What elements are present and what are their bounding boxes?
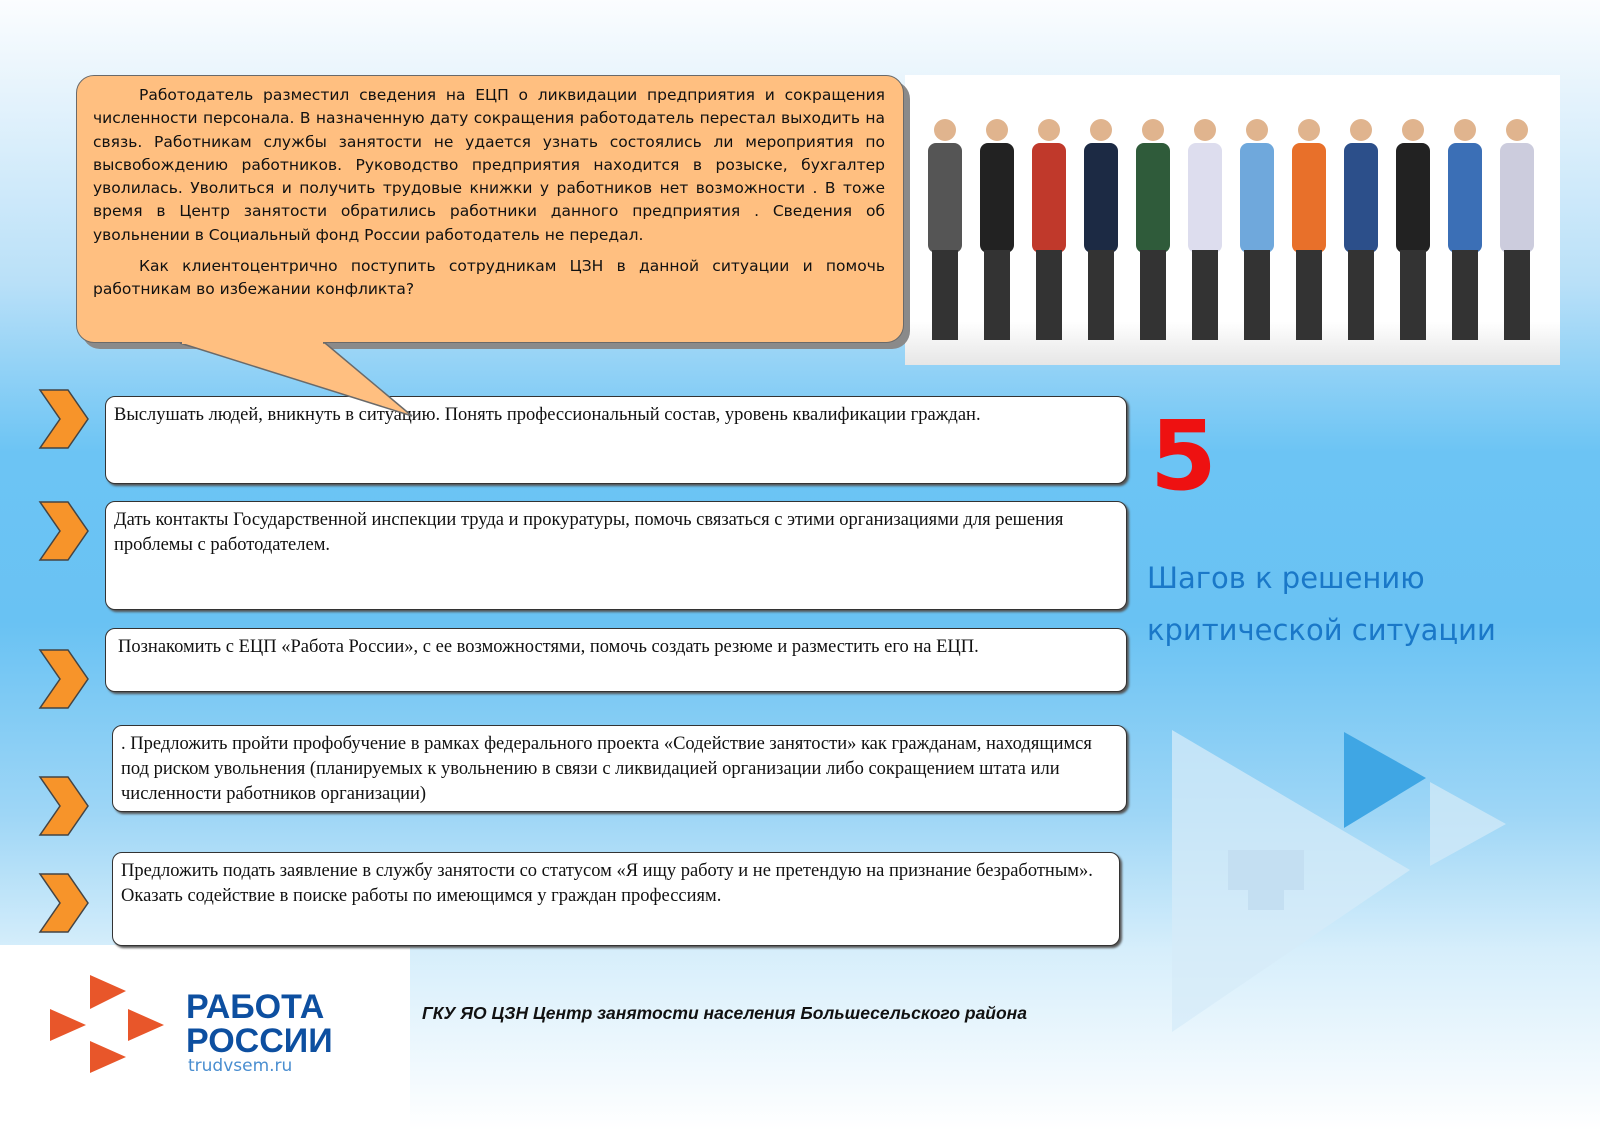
situation-text: Работодатель разместил сведения на ЕЦП о ликвидации предприятия и сокращения численности персонала. В назначенную дату сокращения работодатель перестал выходить на связь. Работникам службы занятости не удается узнать состоялись ли мероприятия по высвобождению работников. Руководство предприятия находится в розыске, бухгалтер уволилась. Уволиться и получить трудовые книжки у работников нет возможности . В тоже время в Центр занятости обратились работники данного предприятия . Сведения об увольнении в Социальный фонд России работодатель не передал.	[93, 86, 885, 244]
step-3-text: Познакомить с ЕЦП «Работа России», с ее возможностями, помочь создать резюме и разместить его на ЕЦП.	[118, 637, 979, 657]
step-1-text: Выслушать людей, вникнуть в ситуацию. Понять профессиональный состав, уровень квалификации граждан.	[114, 405, 981, 425]
logo-line-1: РАБОТА	[186, 988, 325, 1026]
chevron-icon	[38, 500, 90, 562]
steps-headline	[1147, 552, 1496, 656]
step-4	[112, 725, 1127, 812]
chevron-icon	[38, 648, 90, 710]
headline-line-2: критической ситуации	[1147, 613, 1496, 647]
logo-url: trudvsem.ru	[188, 1056, 293, 1076]
rabota-rossii-logo-mark	[48, 975, 168, 1075]
step-2-text: Дать контакты Государственной инспекции труда и прокуратуры, помочь связаться с этими организациями для решения проблемы с работодателем.	[114, 510, 1064, 555]
logo-wordmark	[186, 990, 333, 1058]
organization-name: ГКУ ЯО ЦЗН Центр занятости населения Большесельского района	[422, 1003, 1027, 1023]
step-2	[105, 501, 1127, 610]
step-5	[112, 852, 1120, 946]
steps-count: 5	[1150, 400, 1217, 512]
chevron-icon	[38, 872, 90, 934]
step-5-text: Предложить подать заявление в службу занятости со статусом «Я ищу работу и не претендую на признание безработным». Оказать содействие в поиске работы по имеющимся у граждан профессиям.	[121, 861, 1093, 906]
headline-line-1: Шагов к решению	[1147, 561, 1425, 595]
decorative-play-shapes	[1160, 720, 1560, 1050]
step-4-text: . Предложить пройти профобучение в рамках федерального проекта «Содействие занятости» как гражданам, находящимся под риском увольнения (планируемых к увольнению в связи с ликвидацией организации либо сокращением штата или численности работников организации)	[121, 734, 1092, 804]
step-3	[105, 628, 1127, 692]
chevron-icon	[38, 775, 90, 837]
bubble-tail	[0, 0, 1600, 500]
logo-line-2: РОССИИ	[186, 1022, 333, 1060]
situation-question: Как клиентоцентрично поступить сотрудникам ЦЗН в данной ситуации и помочь работникам во избежании конфликта?	[93, 257, 885, 299]
